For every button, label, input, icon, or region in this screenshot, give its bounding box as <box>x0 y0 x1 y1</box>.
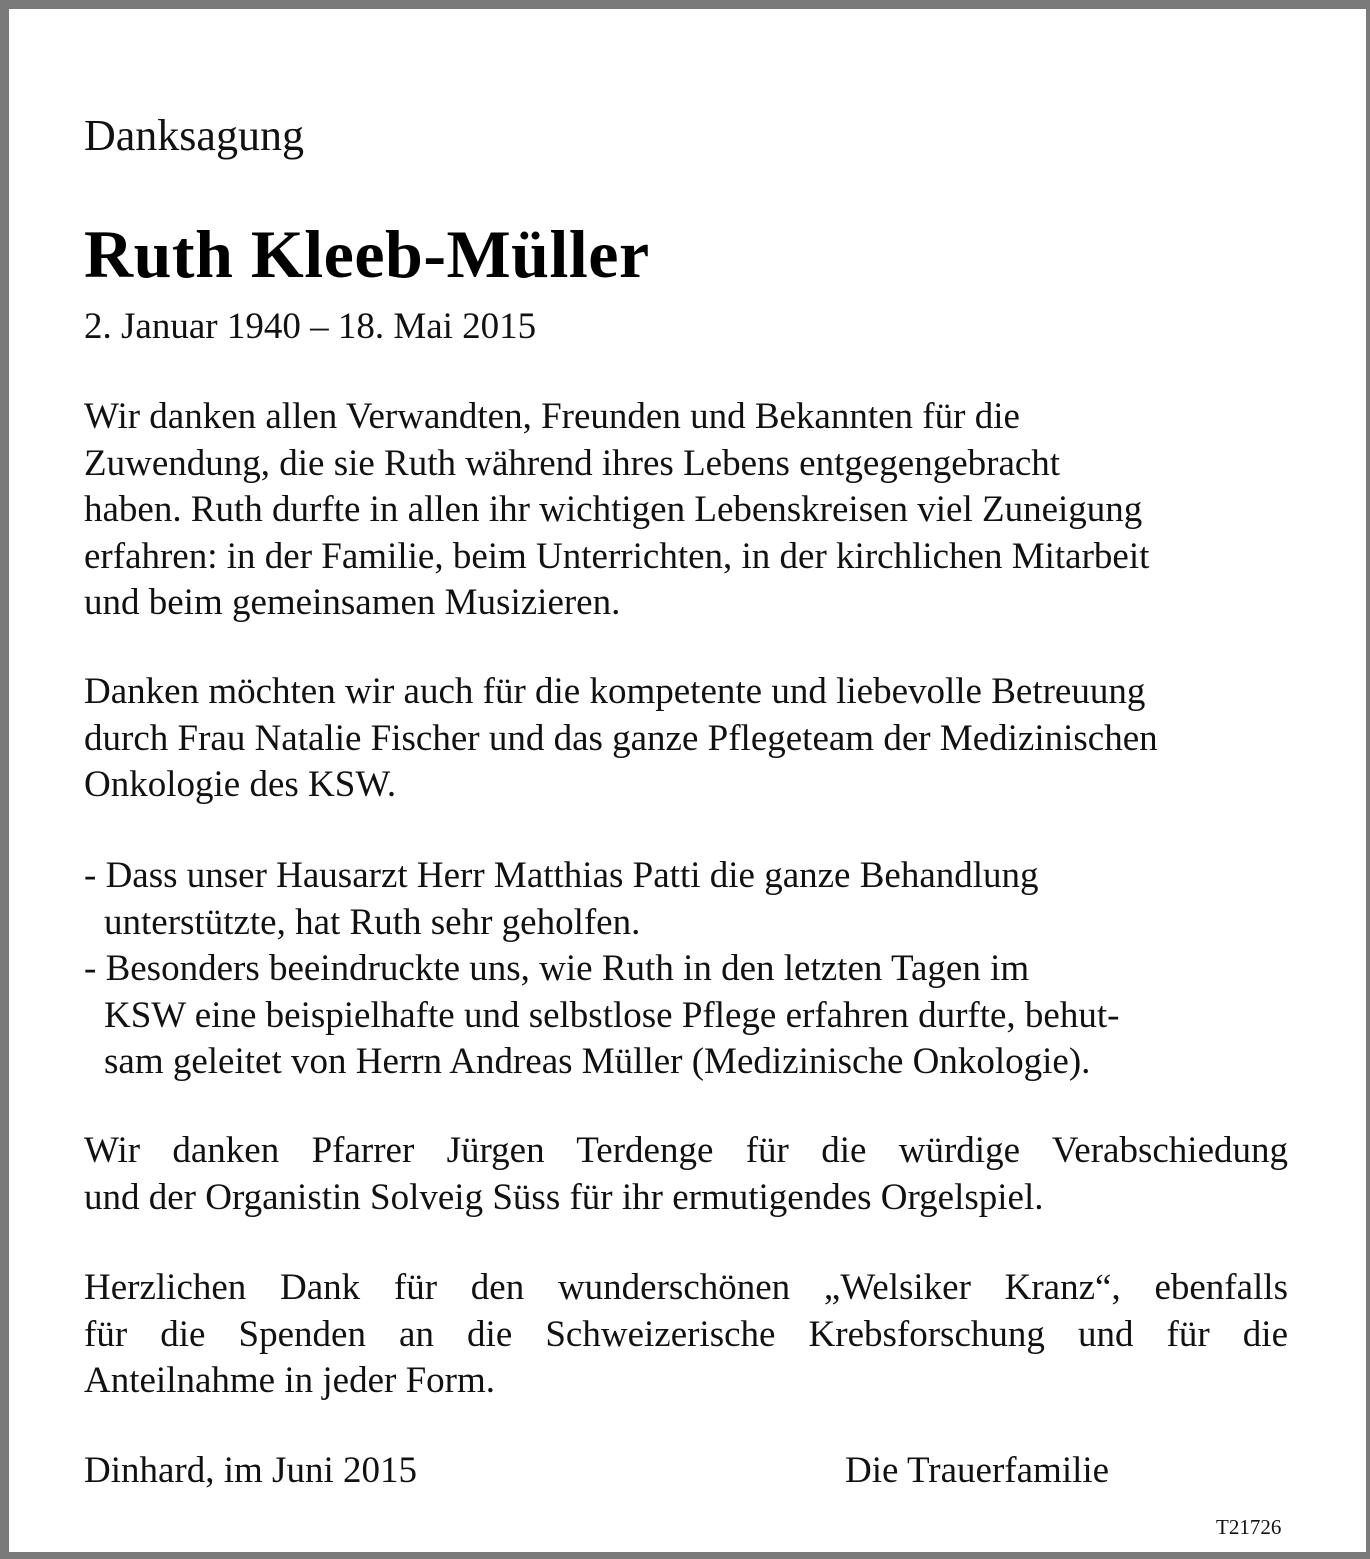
bullet-line: sam geleitet von Herrn Andreas Müller (Medizinische Onkologie). <box>104 1041 1091 1082</box>
thanks-paragraph-care <box>84 669 1288 809</box>
bullet-line: - Dass unser Hausarzt Herr Matthias Patti die ganze Behandlung <box>84 855 1039 896</box>
place-date: Dinhard, im Juni 2015 <box>84 1450 417 1491</box>
text-line: durch Frau Natalie Fischer und das ganze Pflegeteam der Medizinischen <box>84 717 1158 759</box>
text-line: Onkologie des KSW. <box>84 764 397 805</box>
thanks-paragraph-donations <box>84 1265 1288 1405</box>
bullet-line: unterstützte, hat Ruth sehr geholfen. <box>104 901 641 943</box>
text-line: und beim gemeinsamen Musizieren. <box>84 582 621 623</box>
text-line: und der Organistin Solveig Süss für ihr ermutigendes Orgelspiel. <box>84 1176 1044 1218</box>
text-line: erfahren: in der Familie, beim Unterrichten, in der kirchlichen Mitarbeit <box>84 535 1150 577</box>
bullet-line: KSW eine beispielhafte und selbstlose Pflege erfahren durfte, behut- <box>104 994 1120 1036</box>
text-line: für die Spenden an die Schweizerische Krebsforschung und für die <box>84 1313 1288 1355</box>
signature: Die Trauerfamilie <box>845 1450 1110 1491</box>
bullet-line: - Besonders beeindruckte uns, wie Ruth in den letzten Tagen im <box>84 948 1030 989</box>
life-dates: 2. Januar 1940 – 18. Mai 2015 <box>84 306 537 347</box>
text-line: Wir danken allen Verwandten, Freunden und Bekannten für die <box>84 396 1020 437</box>
text-line: Zuwendung, die sie Ruth während ihres Lebens entgegengebracht <box>84 442 1061 484</box>
thanks-bullet-list <box>84 853 1288 1086</box>
reference-code: T21726 <box>1216 1515 1282 1539</box>
text-line: Herzlichen Dank für den wunderschönen „Welsiker Kranz“, ebenfalls <box>84 1267 1288 1308</box>
thanks-paragraph-ceremony <box>84 1128 1288 1221</box>
text-line: Anteilnahme in jeder Form. <box>84 1360 496 1401</box>
text-line: Wir danken Pfarrer Jürgen Terdenge für die würdige Verabschiedung <box>84 1130 1288 1171</box>
deceased-name: Ruth Kleeb-Müller <box>84 216 650 292</box>
text-line: haben. Ruth durfte in allen ihr wichtigen Lebenskreisen viel Zuneigung <box>84 489 1143 530</box>
notice-heading: Danksagung <box>84 111 304 160</box>
text-line: Danken möchten wir auch für die kompetente und liebevolle Betreuung <box>84 671 1146 712</box>
thanks-paragraph-relatives <box>84 394 1288 627</box>
